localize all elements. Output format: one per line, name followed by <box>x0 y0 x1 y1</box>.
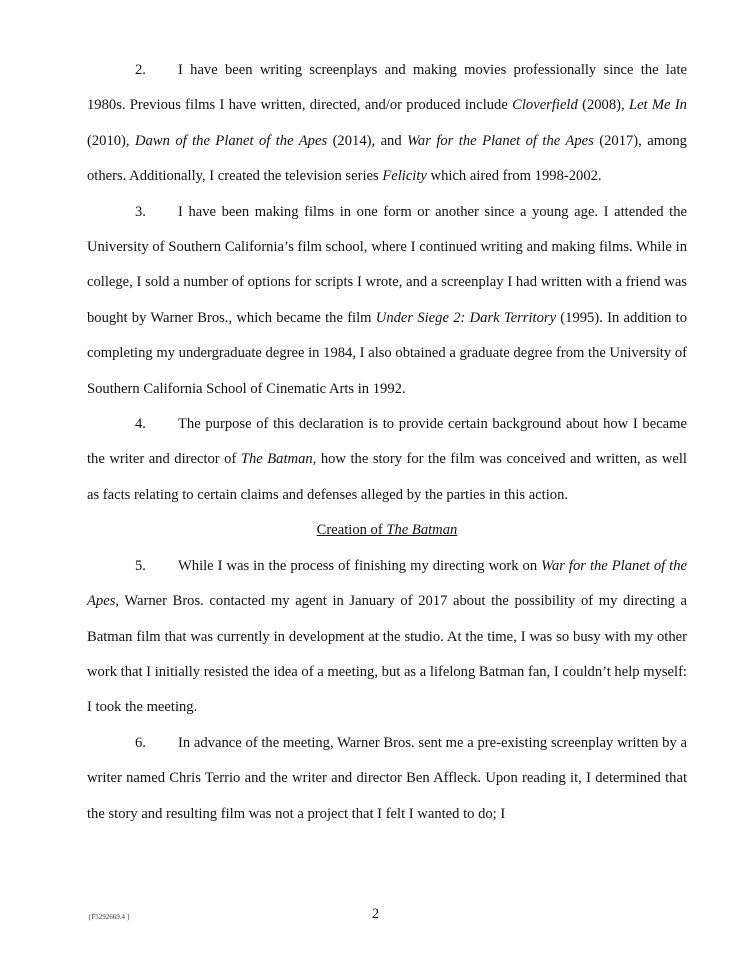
film-title: Cloverfield <box>512 97 578 114</box>
paragraph-4 <box>87 407 687 513</box>
paragraph-number: 4. <box>135 416 146 433</box>
section-heading-title: The Batman <box>386 522 458 539</box>
paragraph-3 <box>87 195 687 407</box>
paragraph-text: I have been making films in one form or another since a young age. I attended the University of Southern California’s film school, where I continued writing and making films. While in college, I sold a number of options for scripts I wrote, and a screenplay I had written with a friend was bought by Warner Bros., which became the film <box>87 203 687 326</box>
paragraph-5 <box>87 549 687 726</box>
paragraph-number: 6. <box>135 734 146 751</box>
film-title: Dawn of the Planet of the Apes <box>135 132 328 149</box>
paragraph-text: (1995). In addition to completing my undergraduate degree in 1984, I also obtained a graduate degree from the University of Southern California School of Cinematic Arts in 1992. <box>87 309 687 397</box>
paragraph-text: I have been writing screenplays and making movies professionally since the late 1980s. Previous films I have written, directed, and/or produced include <box>87 62 687 114</box>
paragraph-text: In advance of the meeting, Warner Bros. sent me a pre-existing screenplay written by a writer named Chris Terrio and the writer and director Ben Affleck. Upon reading it, I determined that the story and resulting film was not a project that I felt I wanted to do; I <box>87 734 687 822</box>
series-title: Felicity <box>382 168 427 185</box>
paragraph-number: 3. <box>135 203 146 220</box>
paragraph-text: which aired from 1998-2002. <box>426 168 602 185</box>
film-title: The Batman <box>240 451 313 468</box>
paragraph-text: While I was in the process of finishing my directing work on <box>178 557 542 574</box>
film-title: War for the Planet of the Apes <box>407 132 594 149</box>
paragraph-text: The purpose of this declaration is to provide certain background about how I became the writer and director of <box>87 416 687 468</box>
paragraph-text: , Warner Bros. contacted my agent in January of 2017 about the possibility of my directing a Batman film that was currently in development at the studio. At the time, I was so busy with my other work that I initially resisted the idea of a meeting, but as a lifelong Batman fan, I couldn’t help myself: I took the meeting. <box>87 593 687 716</box>
film-title: Under Siege 2: Dark Territory <box>375 309 557 326</box>
paragraph-text: , how the story for the film was conceived and written, as well as facts relating to certain claims and defenses alleged by the parties in this action. <box>87 451 687 503</box>
section-heading <box>87 513 687 548</box>
paragraph-2 <box>87 53 687 195</box>
page-number: 2 <box>371 906 380 922</box>
paragraph-text: (2014), and <box>327 132 408 149</box>
paragraph-text: (2010), <box>87 132 136 149</box>
paragraph-number: 5. <box>135 557 146 574</box>
film-title: War for the Planet of the Apes <box>87 557 688 610</box>
document-body <box>87 53 687 832</box>
film-title: Let Me In <box>628 97 687 114</box>
paragraph-text: (2008), <box>577 97 629 114</box>
paragraph-6 <box>87 726 687 832</box>
section-heading-prefix: Creation of <box>316 522 387 539</box>
footer-document-id: {F5292669.4 } <box>88 913 131 921</box>
paragraph-number: 2. <box>135 62 146 78</box>
paragraph-text: (2017), among others. Additionally, I created the television series <box>87 132 687 185</box>
